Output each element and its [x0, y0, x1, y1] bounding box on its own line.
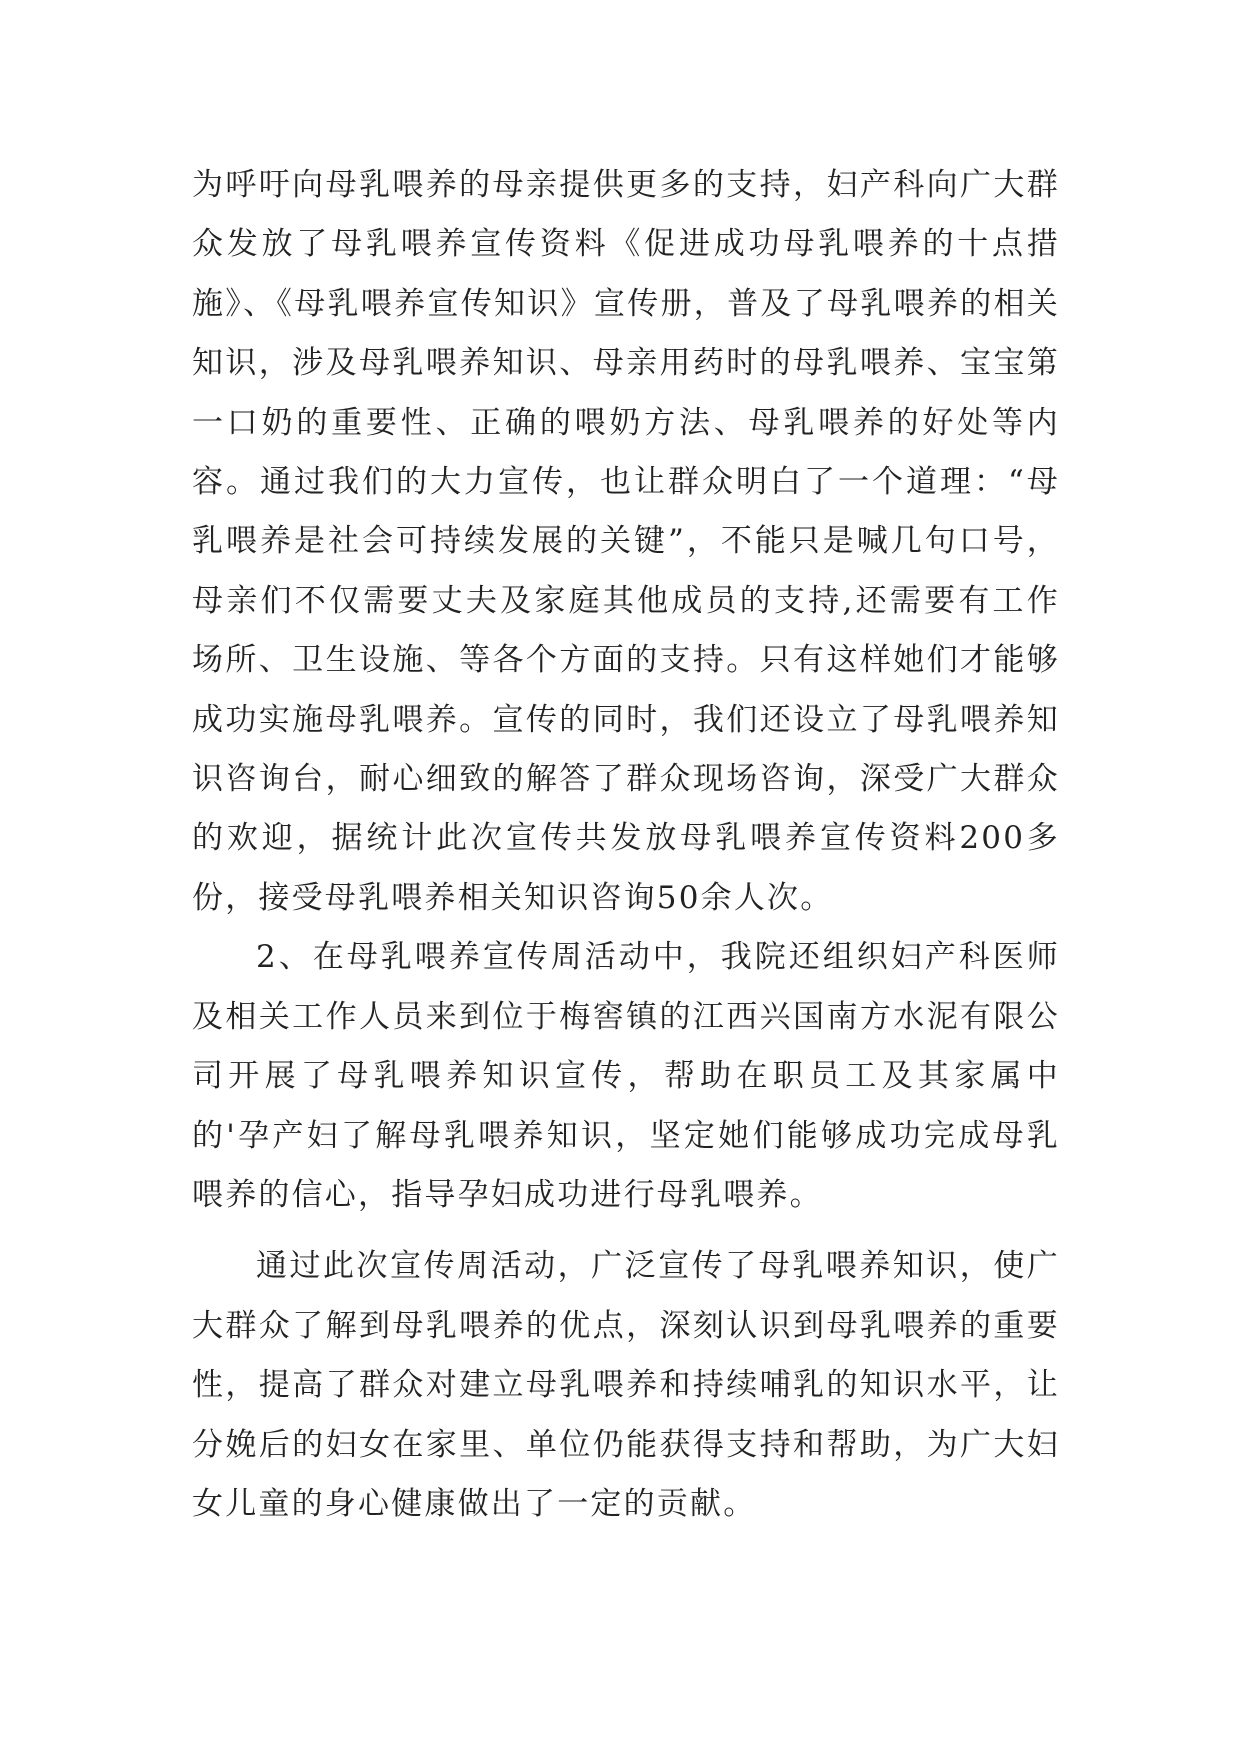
paragraph-2: 2、在母乳喂养宣传周活动中，我院还组织妇产科医师及相关工作人员来到位于梅窖镇的江西兴国南方水泥有限公司开展了母乳喂养知识宣传，帮助在职员工及其家属中的'孕产妇了解母乳喂养知识，坚定她们能够成功完成母乳喂养的信心，指导孕妇成功进行母乳喂养。	[192, 939, 1060, 1213]
paragraph-3: 通过此次宣传周活动，广泛宣传了母乳喂养知识，使广大群众了解到母乳喂养的优点，深刻认识到母乳喂养的重要性，提高了群众对建立母乳喂养和持续哺乳的知识水平，让分娩后的妇女在家里、单位仍能获得支持和帮助，为广大妇女儿童的身心健康做出了一定的贡献。	[192, 1248, 1060, 1522]
document-body	[192, 156, 1060, 1534]
paragraph-1: 为呼吁向母乳喂养的母亲提供更多的支持，妇产科向广大群众发放了母乳喂养宣传资料《促进成功母乳喂养的十点措施》、《母乳喂养宣传知识》宣传册，普及了母乳喂养的相关知识，涉及母乳喂养知识、母亲用药时的母乳喂养、宝宝第一口奶的重要性、正确的喂奶方法、母乳喂养的好处等内容。通过我们的大力宣传，也让群众明白了一个道理：“母乳喂养是社会可持续发展的关键”，不能只是喊几句口号，母亲们不仅需要丈夫及家庭其他成员的支持,还需要有工作场所、卫生设施、等各个方面的支持。只有这样她们才能够成功实施母乳喂养。宣传的同时，我们还设立了母乳喂养知识咨询台，耐心细致的解答了群众现场咨询，深受广大群众的欢迎，据统计此次宣传共发放母乳喂养宣传资料200多份，接受母乳喂养相关知识咨询50余人次。	[192, 167, 1060, 916]
